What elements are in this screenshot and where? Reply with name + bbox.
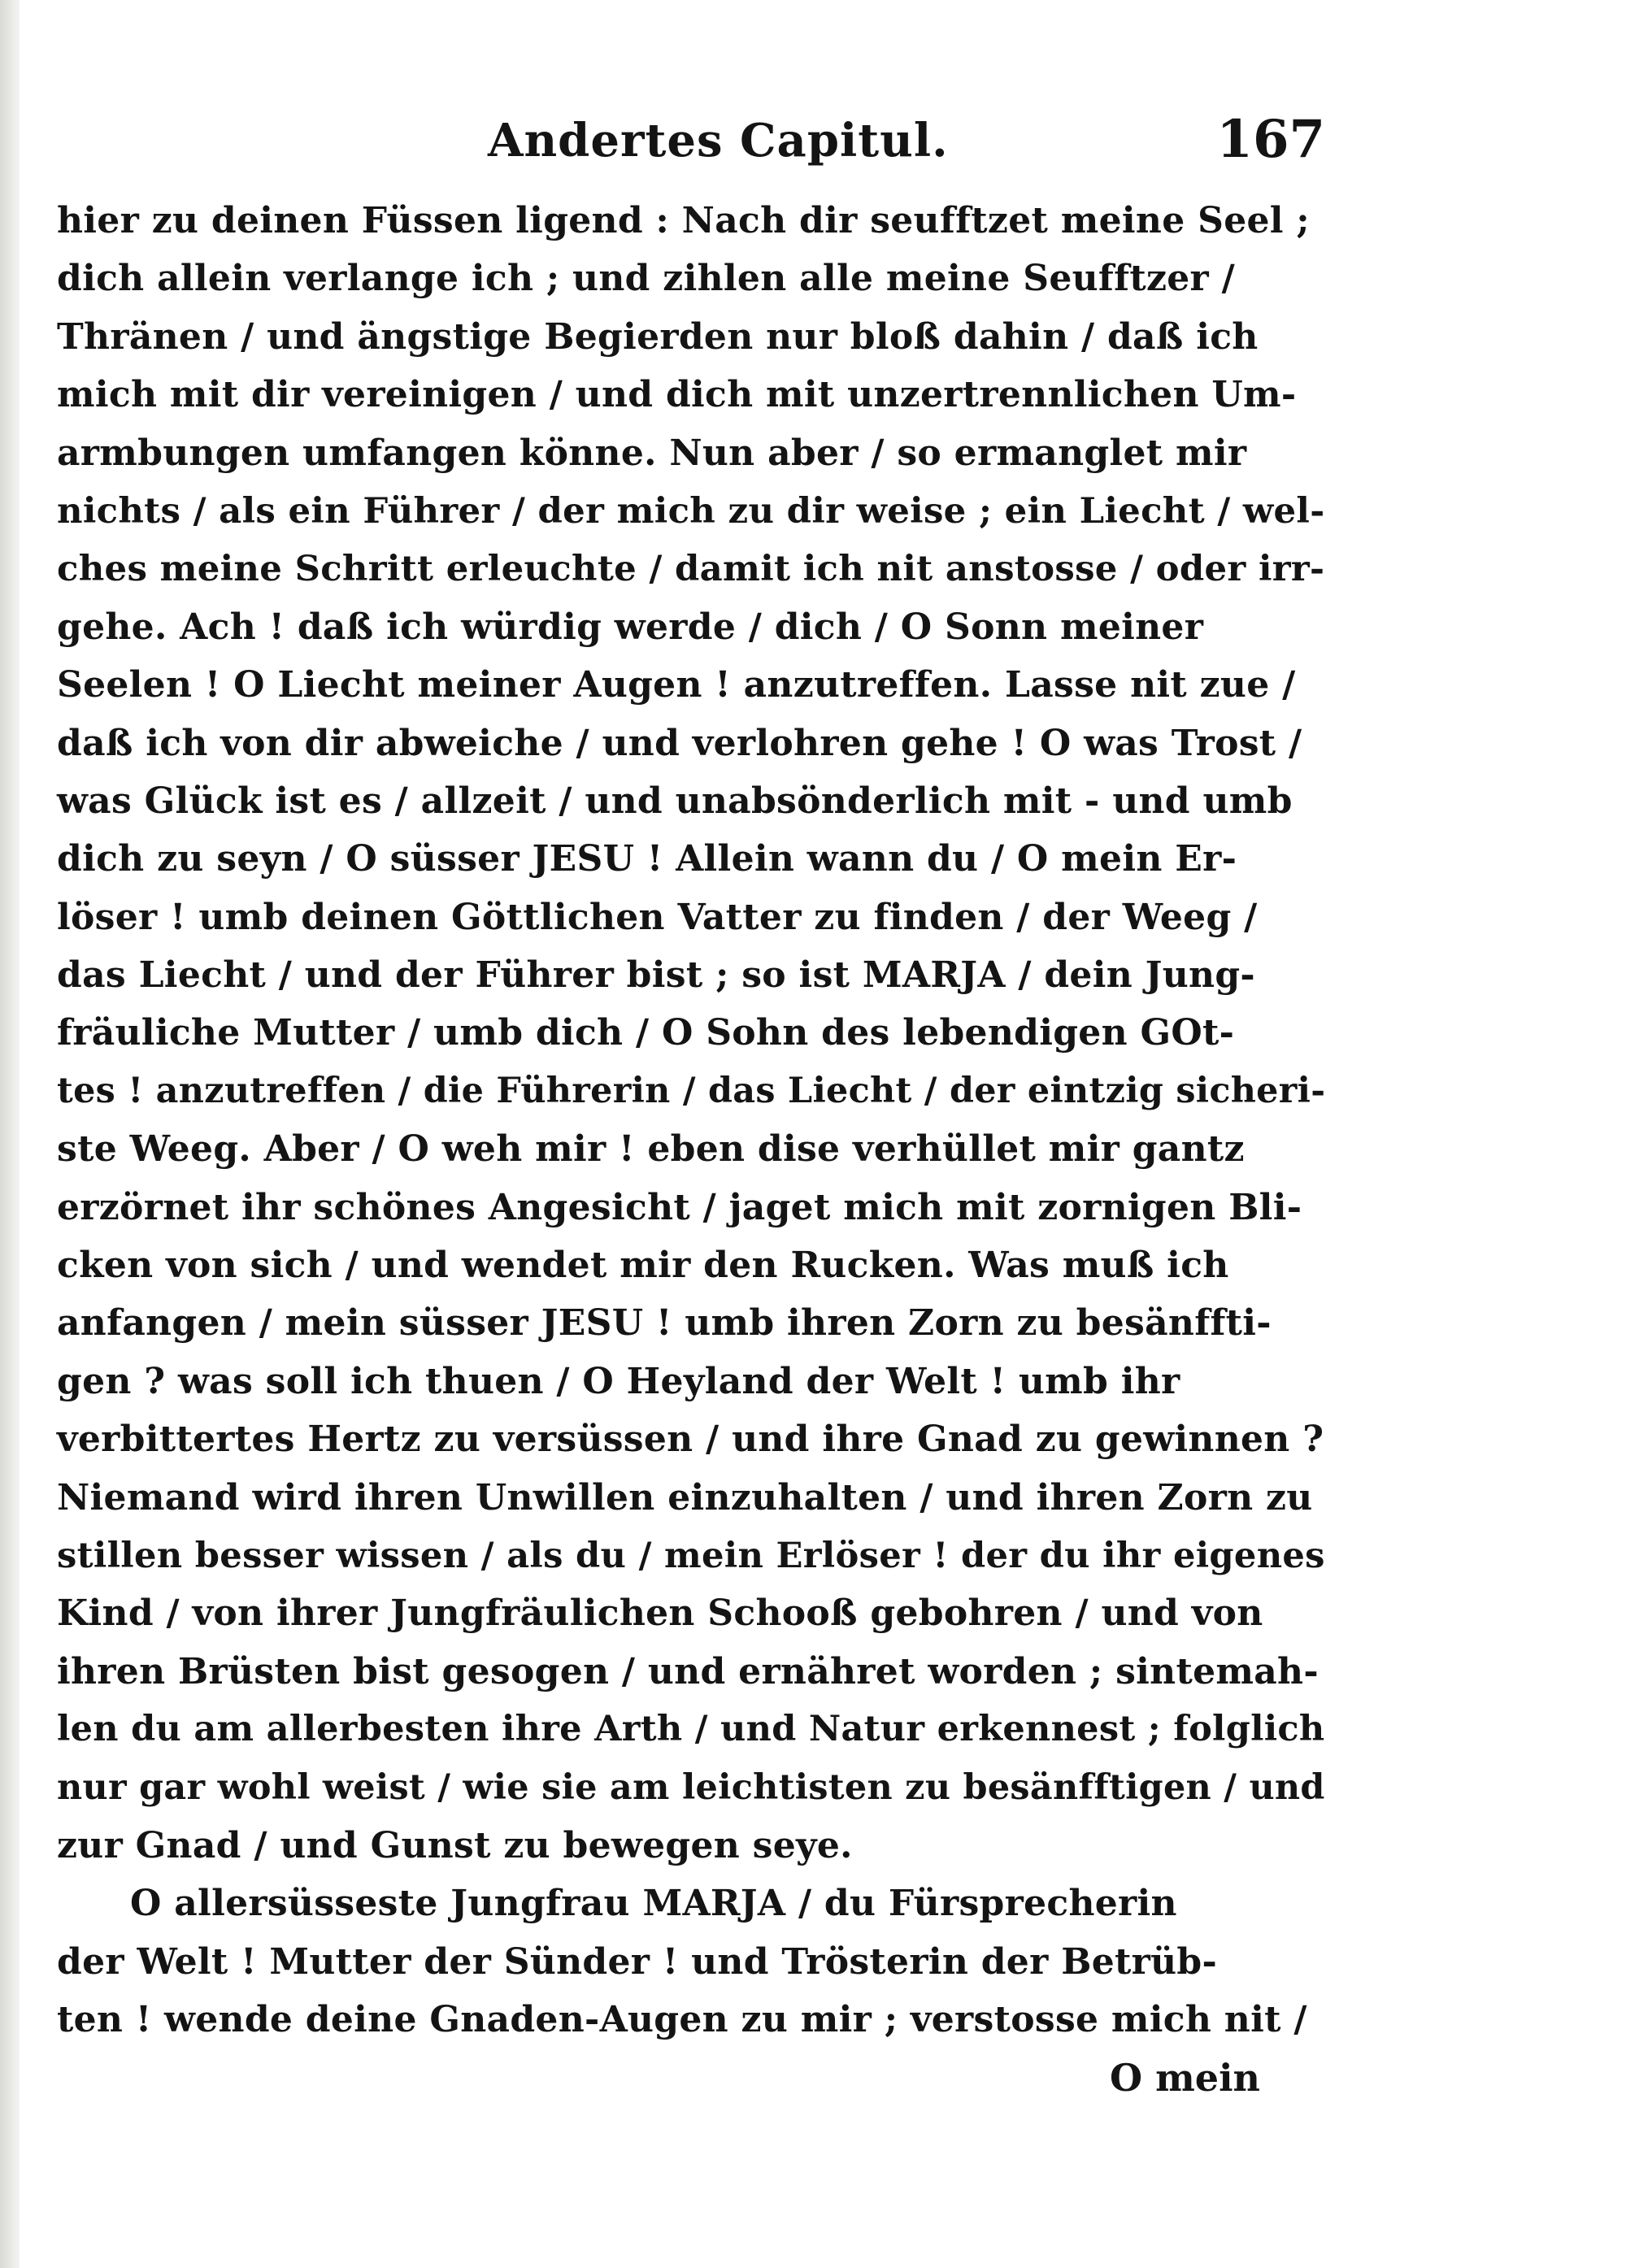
text-line: was Glück ist es / allzeit / und unabsönderlich mit - und umb bbox=[57, 780, 1293, 822]
text-line: dich zu seyn / O süsser JESU ! Allein wann du / O mein Er- bbox=[57, 838, 1237, 880]
text-line: anfangen / mein süsser JESU ! umb ihren Zorn zu besänffti- bbox=[57, 1302, 1272, 1345]
text-line: mich mit dir vereinigen / und dich mit unzertrennlichen Um- bbox=[57, 374, 1297, 416]
text-line: fräuliche Mutter / umb dich / O Sohn des lebendigen GOt- bbox=[57, 1012, 1235, 1054]
text-line: löser ! umb deinen Göttlichen Vatter zu finden / der Weeg / bbox=[57, 896, 1258, 938]
running-head bbox=[57, 109, 1325, 187]
text-line: erzörnet ihr schönes Angesicht / jaget mich mit zornigen Bli- bbox=[57, 1186, 1302, 1228]
text-line: das Liecht / und der Führer bist ; so ist MARJA / dein Jung- bbox=[57, 954, 1255, 997]
page-number: 167 bbox=[1216, 109, 1325, 170]
text-line: der Welt ! Mutter der Sünder ! und Trösterin der Betrüb- bbox=[57, 1940, 1218, 1983]
catchword: O mein bbox=[1110, 2055, 1260, 2100]
paragraph-first-line: O allersüsseste Jungfrau MARJA / du Fürsprecherin bbox=[130, 1883, 1177, 1925]
text-line: gen ? was soll ich thuen / O Heyland der Welt ! umb ihr bbox=[57, 1360, 1180, 1402]
text-line: daß ich von dir abweiche / und verlohren gehe ! O was Trost / bbox=[57, 722, 1302, 764]
text-line: Thränen / und ängstige Begierden nur bloß dahin / daß ich bbox=[57, 315, 1259, 358]
text-line: ten ! wende deine Gnaden-Augen zu mir ; verstosse mich nit / bbox=[57, 1999, 1307, 2041]
scan-edge bbox=[0, 0, 20, 2268]
text-line: Niemand wird ihren Unwillen einzuhalten / und ihren Zorn zu bbox=[57, 1476, 1313, 1519]
text-line: Kind / von ihrer Jungfräulichen Schooß gebohren / und von bbox=[57, 1592, 1263, 1635]
text-line: hier zu deinen Füssen ligend : Nach dir seufftzet meine Seel ; bbox=[57, 200, 1310, 241]
text-line: ihren Brüsten bist gesogen / und ernähret worden ; sintemah- bbox=[57, 1650, 1319, 1692]
text-line: nur gar wohl weist / wie sie am leichtisten zu besänfftigen / und bbox=[57, 1766, 1325, 1808]
text-line: verbittertes Hertz zu versüssen / und ihre Gnad zu gewinnen ? bbox=[57, 1419, 1324, 1461]
text-line: zur Gnad / und Gunst zu bewegen seye. bbox=[57, 1824, 853, 1866]
text-line: ches meine Schritt erleuchte / damit ich nit anstosse / oder irr- bbox=[57, 548, 1325, 590]
book-page bbox=[57, 109, 1326, 2211]
text-line: armbungen umfangen könne. Nun aber / so ermanglet mir bbox=[57, 432, 1247, 474]
text-line: cken von sich / und wendet mir den Rucken. Was muß ich bbox=[57, 1245, 1229, 1287]
chapter-running-title: Andertes Capitul. bbox=[488, 114, 949, 167]
text-line: dich allein verlange ich ; und zihlen alle meine Seufftzer / bbox=[57, 258, 1236, 300]
text-line: nichts / als ein Führer / der mich zu dir weise ; ein Liecht / wel- bbox=[57, 489, 1325, 532]
text-line: len du am allerbesten ihre Arth / und Natur erkennest ; folglich bbox=[57, 1709, 1325, 1750]
text-line: gehe. Ach ! daß ich würdig werde / dich / O Sonn meiner bbox=[57, 606, 1204, 648]
text-line: stillen besser wissen / als du / mein Erlöser ! der du ihr eigenes bbox=[57, 1534, 1325, 1576]
text-line: tes ! anzutreffen / die Führerin / das Liecht / der eintzig sicheri- bbox=[57, 1070, 1326, 1111]
body-text bbox=[57, 192, 1325, 2106]
text-line: Seelen ! O Liecht meiner Augen ! anzutreffen. Lasse nit zue / bbox=[57, 664, 1296, 706]
text-line: ste Weeg. Aber / O weh mir ! eben dise verhüllet mir gantz bbox=[57, 1128, 1245, 1171]
